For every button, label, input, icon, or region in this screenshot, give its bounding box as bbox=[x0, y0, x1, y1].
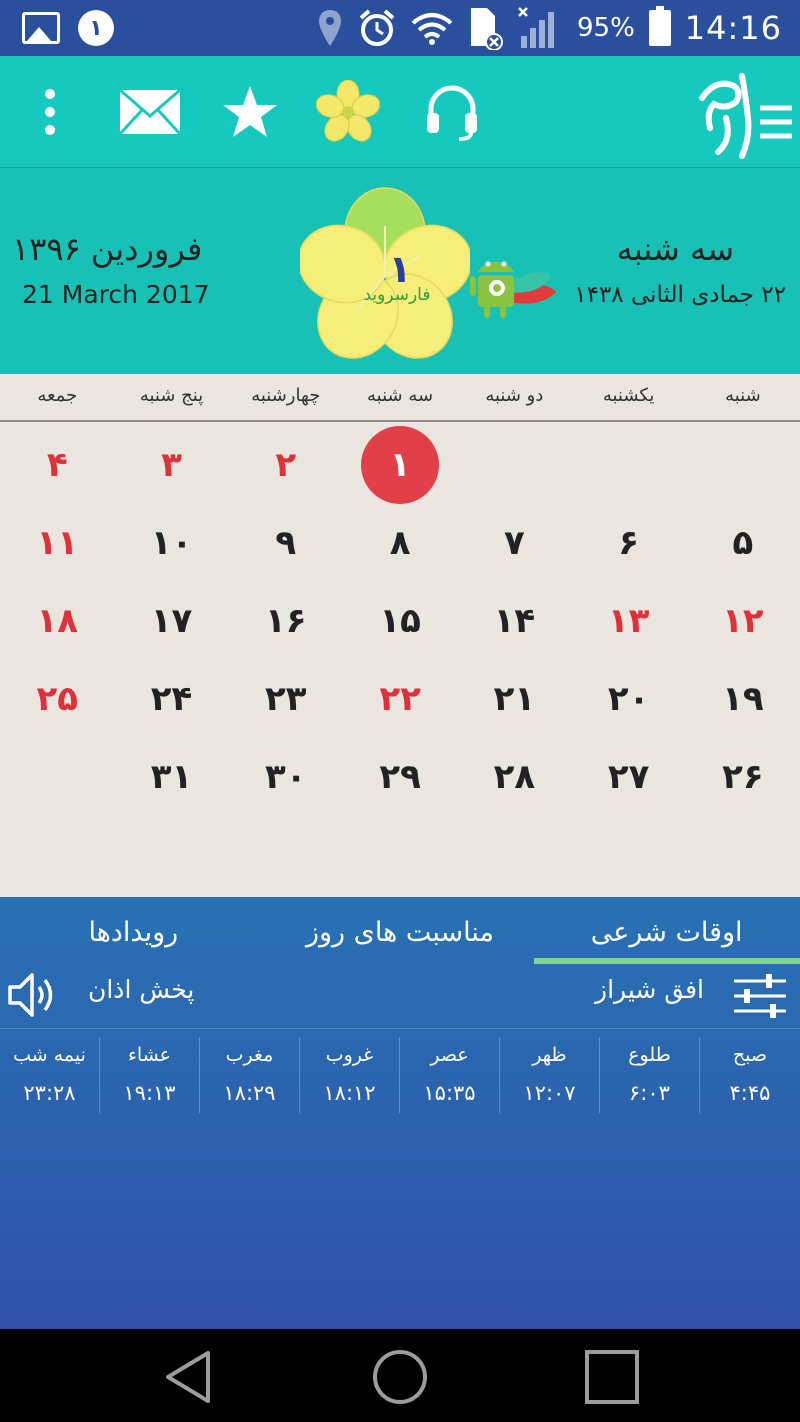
tab-day-occasions[interactable]: مناسبت های روز bbox=[305, 917, 494, 948]
day-cell[interactable]: ۲۴ bbox=[150, 679, 193, 719]
day-cell[interactable]: ۲۱ bbox=[493, 679, 536, 719]
prayer-time-column bbox=[600, 1037, 700, 1113]
month-calendar bbox=[0, 374, 800, 897]
day-cell[interactable]: ۱۴ bbox=[493, 601, 536, 641]
day-cell[interactable]: ۱۸ bbox=[36, 601, 79, 641]
day-cell[interactable]: ۲ bbox=[275, 445, 297, 485]
prayer-name: غروب bbox=[325, 1044, 374, 1066]
prayer-time-column bbox=[300, 1037, 400, 1113]
weekday-label: جمعه bbox=[37, 385, 78, 406]
prayer-time: ۱۵:۳۵ bbox=[423, 1081, 476, 1105]
headset-icon[interactable] bbox=[420, 56, 484, 168]
day-cell[interactable]: ۶ bbox=[618, 523, 639, 563]
back-icon[interactable] bbox=[160, 1347, 220, 1407]
prayer-time: ۶:۰۳ bbox=[629, 1081, 670, 1105]
battery-percentage: 95% bbox=[576, 13, 635, 43]
day-cell[interactable]: ۲۸ bbox=[493, 757, 536, 797]
tab-events[interactable]: رویدادها bbox=[88, 917, 179, 948]
day-cell-empty bbox=[571, 426, 685, 504]
prayer-time: ۱۸:۲۹ bbox=[223, 1081, 276, 1105]
day-cell[interactable]: ۱۱ bbox=[36, 523, 79, 563]
day-cell[interactable]: ۱۷ bbox=[150, 601, 193, 641]
hijri-date: ۲۲ جمادی الثانی ۱۴۳۸ bbox=[574, 282, 786, 308]
days-grid bbox=[0, 426, 800, 816]
day-cell[interactable]: ۲۲ bbox=[379, 679, 421, 719]
prayer-time: ۲۳:۲۸ bbox=[23, 1081, 76, 1105]
prayer-time: ۱۲:۰۷ bbox=[523, 1081, 576, 1105]
day-cell[interactable]: ۹ bbox=[275, 523, 297, 563]
prayer-time-column bbox=[700, 1037, 800, 1113]
android-icon bbox=[470, 250, 560, 320]
day-cell[interactable]: ۲۳ bbox=[265, 679, 307, 719]
day-cell[interactable]: ۱۶ bbox=[265, 601, 307, 641]
prayer-name: مغرب bbox=[225, 1044, 274, 1066]
app-logo bbox=[696, 68, 796, 160]
weekday-label: سه شنبه bbox=[367, 385, 434, 406]
prayer-name: نیمه شب bbox=[13, 1044, 86, 1066]
recents-icon[interactable] bbox=[582, 1347, 642, 1407]
active-tab-indicator bbox=[534, 958, 800, 964]
signal-icon bbox=[517, 6, 563, 50]
day-cell[interactable]: ۷ bbox=[503, 523, 525, 563]
system-nav-bar bbox=[0, 1329, 800, 1422]
today-marker: ۱ bbox=[361, 426, 439, 504]
app-bar bbox=[0, 56, 800, 168]
prayer-name: ظهر bbox=[532, 1044, 567, 1066]
day-cell-empty bbox=[0, 738, 114, 816]
city-horizon-label[interactable]: افق شیراز bbox=[595, 975, 704, 1004]
prayer-time-column bbox=[400, 1037, 500, 1113]
battery-icon bbox=[649, 10, 671, 46]
prayer-times-panel bbox=[0, 897, 800, 1329]
star-icon[interactable] bbox=[218, 56, 282, 168]
speaker-icon[interactable] bbox=[6, 969, 58, 1021]
day-cell[interactable]: ۱۳ bbox=[607, 601, 650, 641]
day-cell[interactable]: ۲۵ bbox=[36, 679, 79, 719]
weekday-label: چهارشنبه bbox=[251, 385, 321, 406]
day-cell[interactable]: ۲۶ bbox=[722, 757, 764, 797]
day-cell-empty bbox=[686, 426, 800, 504]
home-icon[interactable] bbox=[370, 1347, 430, 1407]
day-cell[interactable]: ۱۹ bbox=[722, 679, 764, 719]
day-cell[interactable]: ۸ bbox=[389, 523, 411, 563]
logo-day-number: ۱ bbox=[388, 247, 412, 291]
prayer-name: عشاء bbox=[127, 1044, 171, 1066]
weekday-label: شنبه bbox=[725, 385, 761, 406]
prayer-name: صبح bbox=[732, 1044, 768, 1066]
day-cell[interactable]: ۲۰ bbox=[607, 679, 650, 719]
flower-logo-icon bbox=[300, 186, 470, 361]
day-cell[interactable]: ۳ bbox=[161, 445, 182, 485]
day-cell[interactable]: ۱۲ bbox=[722, 601, 764, 641]
tab-bar bbox=[0, 897, 800, 965]
day-cell[interactable]: ۳۱ bbox=[150, 757, 193, 797]
persian-date: فروردین ۱۳۹۶ bbox=[12, 230, 203, 268]
weekday-name: سه شنبه bbox=[616, 230, 734, 268]
prayer-time: ۱۸:۱۲ bbox=[323, 1081, 376, 1105]
clock: 14:16 bbox=[684, 9, 782, 47]
weekday-label: یکشنبه bbox=[602, 385, 655, 406]
gregorian-date: 21 March 2017 bbox=[22, 280, 210, 309]
mail-icon[interactable] bbox=[118, 56, 182, 168]
day-cell[interactable]: ۱۵ bbox=[379, 601, 421, 641]
prayer-controls bbox=[0, 965, 800, 1029]
tab-prayer-times[interactable]: اوقات شرعی bbox=[590, 917, 743, 948]
prayer-time: ۴:۴۵ bbox=[729, 1081, 771, 1105]
weekday-header bbox=[0, 374, 800, 422]
notification-badge: ۱ bbox=[78, 10, 114, 46]
day-cell[interactable]: ۱۰ bbox=[150, 523, 193, 563]
alarm-icon bbox=[357, 8, 397, 48]
wifi-icon bbox=[411, 11, 453, 45]
day-cell-today[interactable] bbox=[343, 426, 457, 504]
weekday-label: دو شنبه bbox=[485, 385, 544, 406]
day-cell[interactable]: ۳۰ bbox=[265, 757, 307, 797]
date-header bbox=[0, 168, 800, 374]
settings-sliders-icon[interactable] bbox=[732, 971, 788, 1021]
prayer-time-column bbox=[0, 1037, 100, 1113]
prayer-time: ۱۹:۱۳ bbox=[123, 1081, 176, 1105]
prayer-times-table bbox=[0, 1037, 800, 1113]
image-icon bbox=[22, 12, 60, 44]
location-icon bbox=[317, 8, 343, 48]
prayer-name: عصر bbox=[430, 1044, 469, 1066]
menu-icon[interactable] bbox=[30, 56, 70, 168]
day-cell[interactable]: ۵ bbox=[732, 523, 754, 563]
prayer-time-column bbox=[200, 1037, 300, 1113]
day-cell[interactable]: ۲۷ bbox=[607, 757, 650, 797]
prayer-time-column bbox=[100, 1037, 200, 1113]
day-cell[interactable]: ۲۹ bbox=[379, 757, 421, 797]
day-cell-empty bbox=[457, 426, 571, 504]
weekday-label: پنج شنبه bbox=[139, 385, 204, 406]
status-bar bbox=[0, 0, 800, 56]
day-cell[interactable]: ۴ bbox=[46, 445, 68, 485]
play-azan-label[interactable]: پخش اذان bbox=[88, 975, 195, 1004]
prayer-name: طلوع bbox=[628, 1044, 671, 1066]
flower-icon[interactable] bbox=[316, 56, 380, 168]
logo-brand: فارسروید bbox=[363, 285, 431, 305]
prayer-time-column bbox=[500, 1037, 600, 1113]
sim-icon bbox=[467, 6, 503, 50]
